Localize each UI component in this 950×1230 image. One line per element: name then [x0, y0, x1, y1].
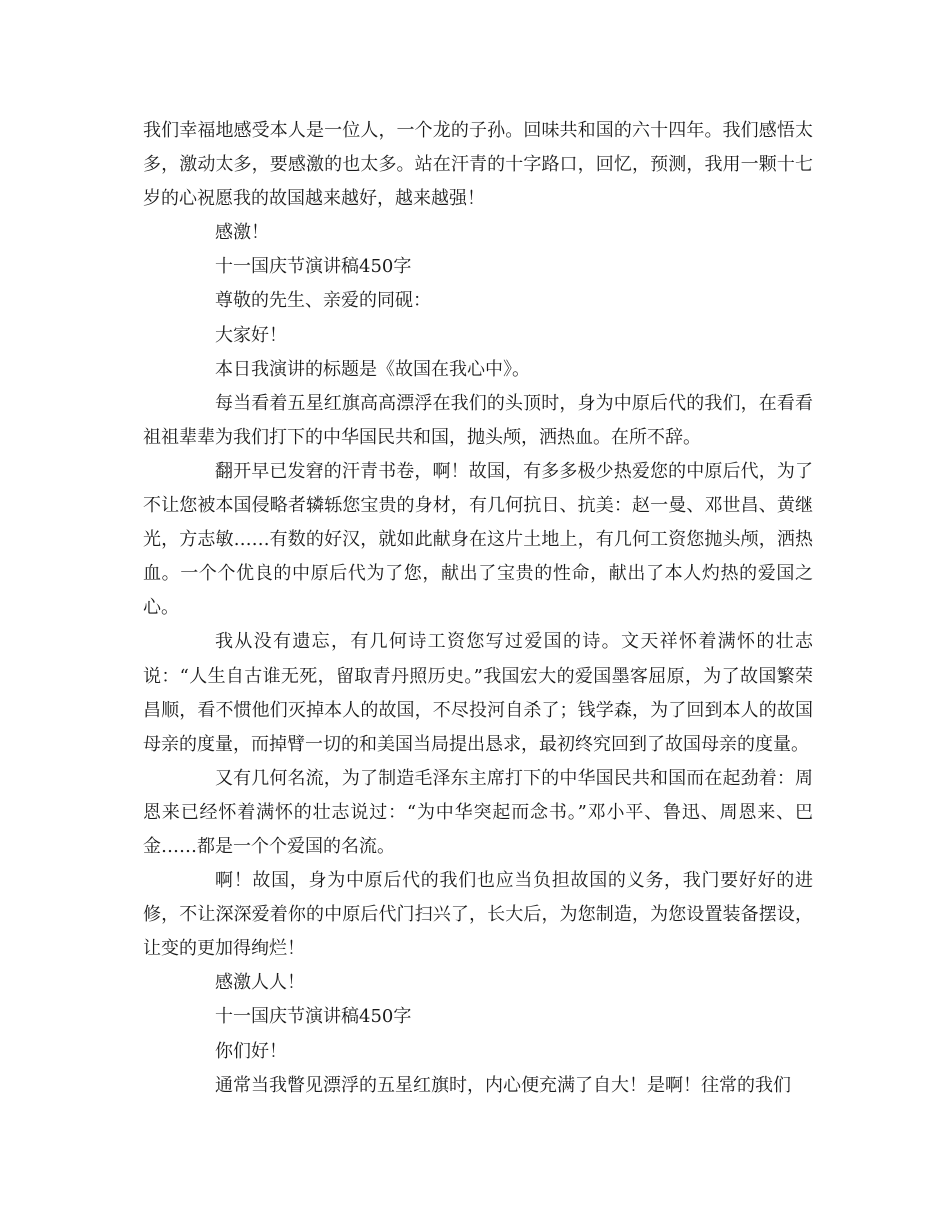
- paragraph: 感激！: [215, 222, 269, 244]
- paragraph: 翻开早已发窘的汗青书卷，啊！故国，有多多极少热爱您的中原后代，为了不让您被本国侵略者辚轹您宝贵的身材，有几何抗日、抗美：赵一曼、邓世昌、黄继光，方志敏……有数的好汉，就如此献身在这片土地上，有几何工资您抛头颅，洒热血。一个个优良的中原后代为了您，献出了宝贵的性命，献出了本人灼热的爱国之心。: [143, 460, 813, 619]
- paragraph: 每当看着五星红旗高高漂浮在我们的头顶时，身为中原后代的我们，在看看祖祖辈辈为我们打下的中华国民共和国，抛头颅，洒热血。在所不辞。: [143, 392, 813, 448]
- salutation: 尊敬的先生、亲爱的同砚：: [215, 290, 431, 312]
- section-heading: 十一国庆节演讲稿450字: [215, 1006, 412, 1028]
- section-heading: 十一国庆节演讲稿450字: [215, 256, 412, 278]
- document-body: [143, 114, 813, 1103]
- paragraph: 本日我演讲的标题是《故国在我心中》。: [215, 358, 530, 380]
- paragraph: 我从没有遗忘，有几何诗工资您写过爱国的诗。文天祥怀着满怀的壮志说：“人生自古谁无死，留取青丹照历史。”我国宏大的爱国墨客屈原，为了故国繁荣昌顺，看不惯他们灭掉本人的故国，不尽投河自杀了；钱学森，为了回到本人的故国母亲的度量，而掉臂一切的和美国当局提出恳求，最初终究回到了故国母亲的度量。: [143, 631, 813, 755]
- paragraph: 啊！故国，身为中原后代的我们也应当负担故国的义务，我门要好好的进修，不让深深爱着你的中原后代门扫兴了，长大后，为您制造，为您设置装备摆设，让变的更加得绚烂！: [143, 870, 813, 960]
- greeting: 大家好！: [215, 324, 287, 346]
- paragraph: 通常当我瞥见漂浮的五星红旗时，内心便充满了自大！是啊！往常的我们: [215, 1074, 791, 1096]
- closing: 感激人人！: [215, 972, 305, 994]
- greeting: 你们好！: [215, 1040, 287, 1062]
- paragraph: 又有几何名流，为了制造毛泽东主席打下的中华国民共和国而在起劲着：周恩来已经怀着满怀的壮志说过：“为中华突起而念书。”邓小平、鲁迅、周恩来、巴金……都是一个个爱国的名流。: [143, 767, 813, 857]
- paragraph: 我们幸福地感受本人是一位人，一个龙的子孙。回味共和国的六十四年。我们感悟太多，激动太多，要感激的也太多。站在汗青的十字路口，回忆，预测，我用一颗十七岁的心祝愿我的故国越来越好，越来越强！: [143, 120, 813, 210]
